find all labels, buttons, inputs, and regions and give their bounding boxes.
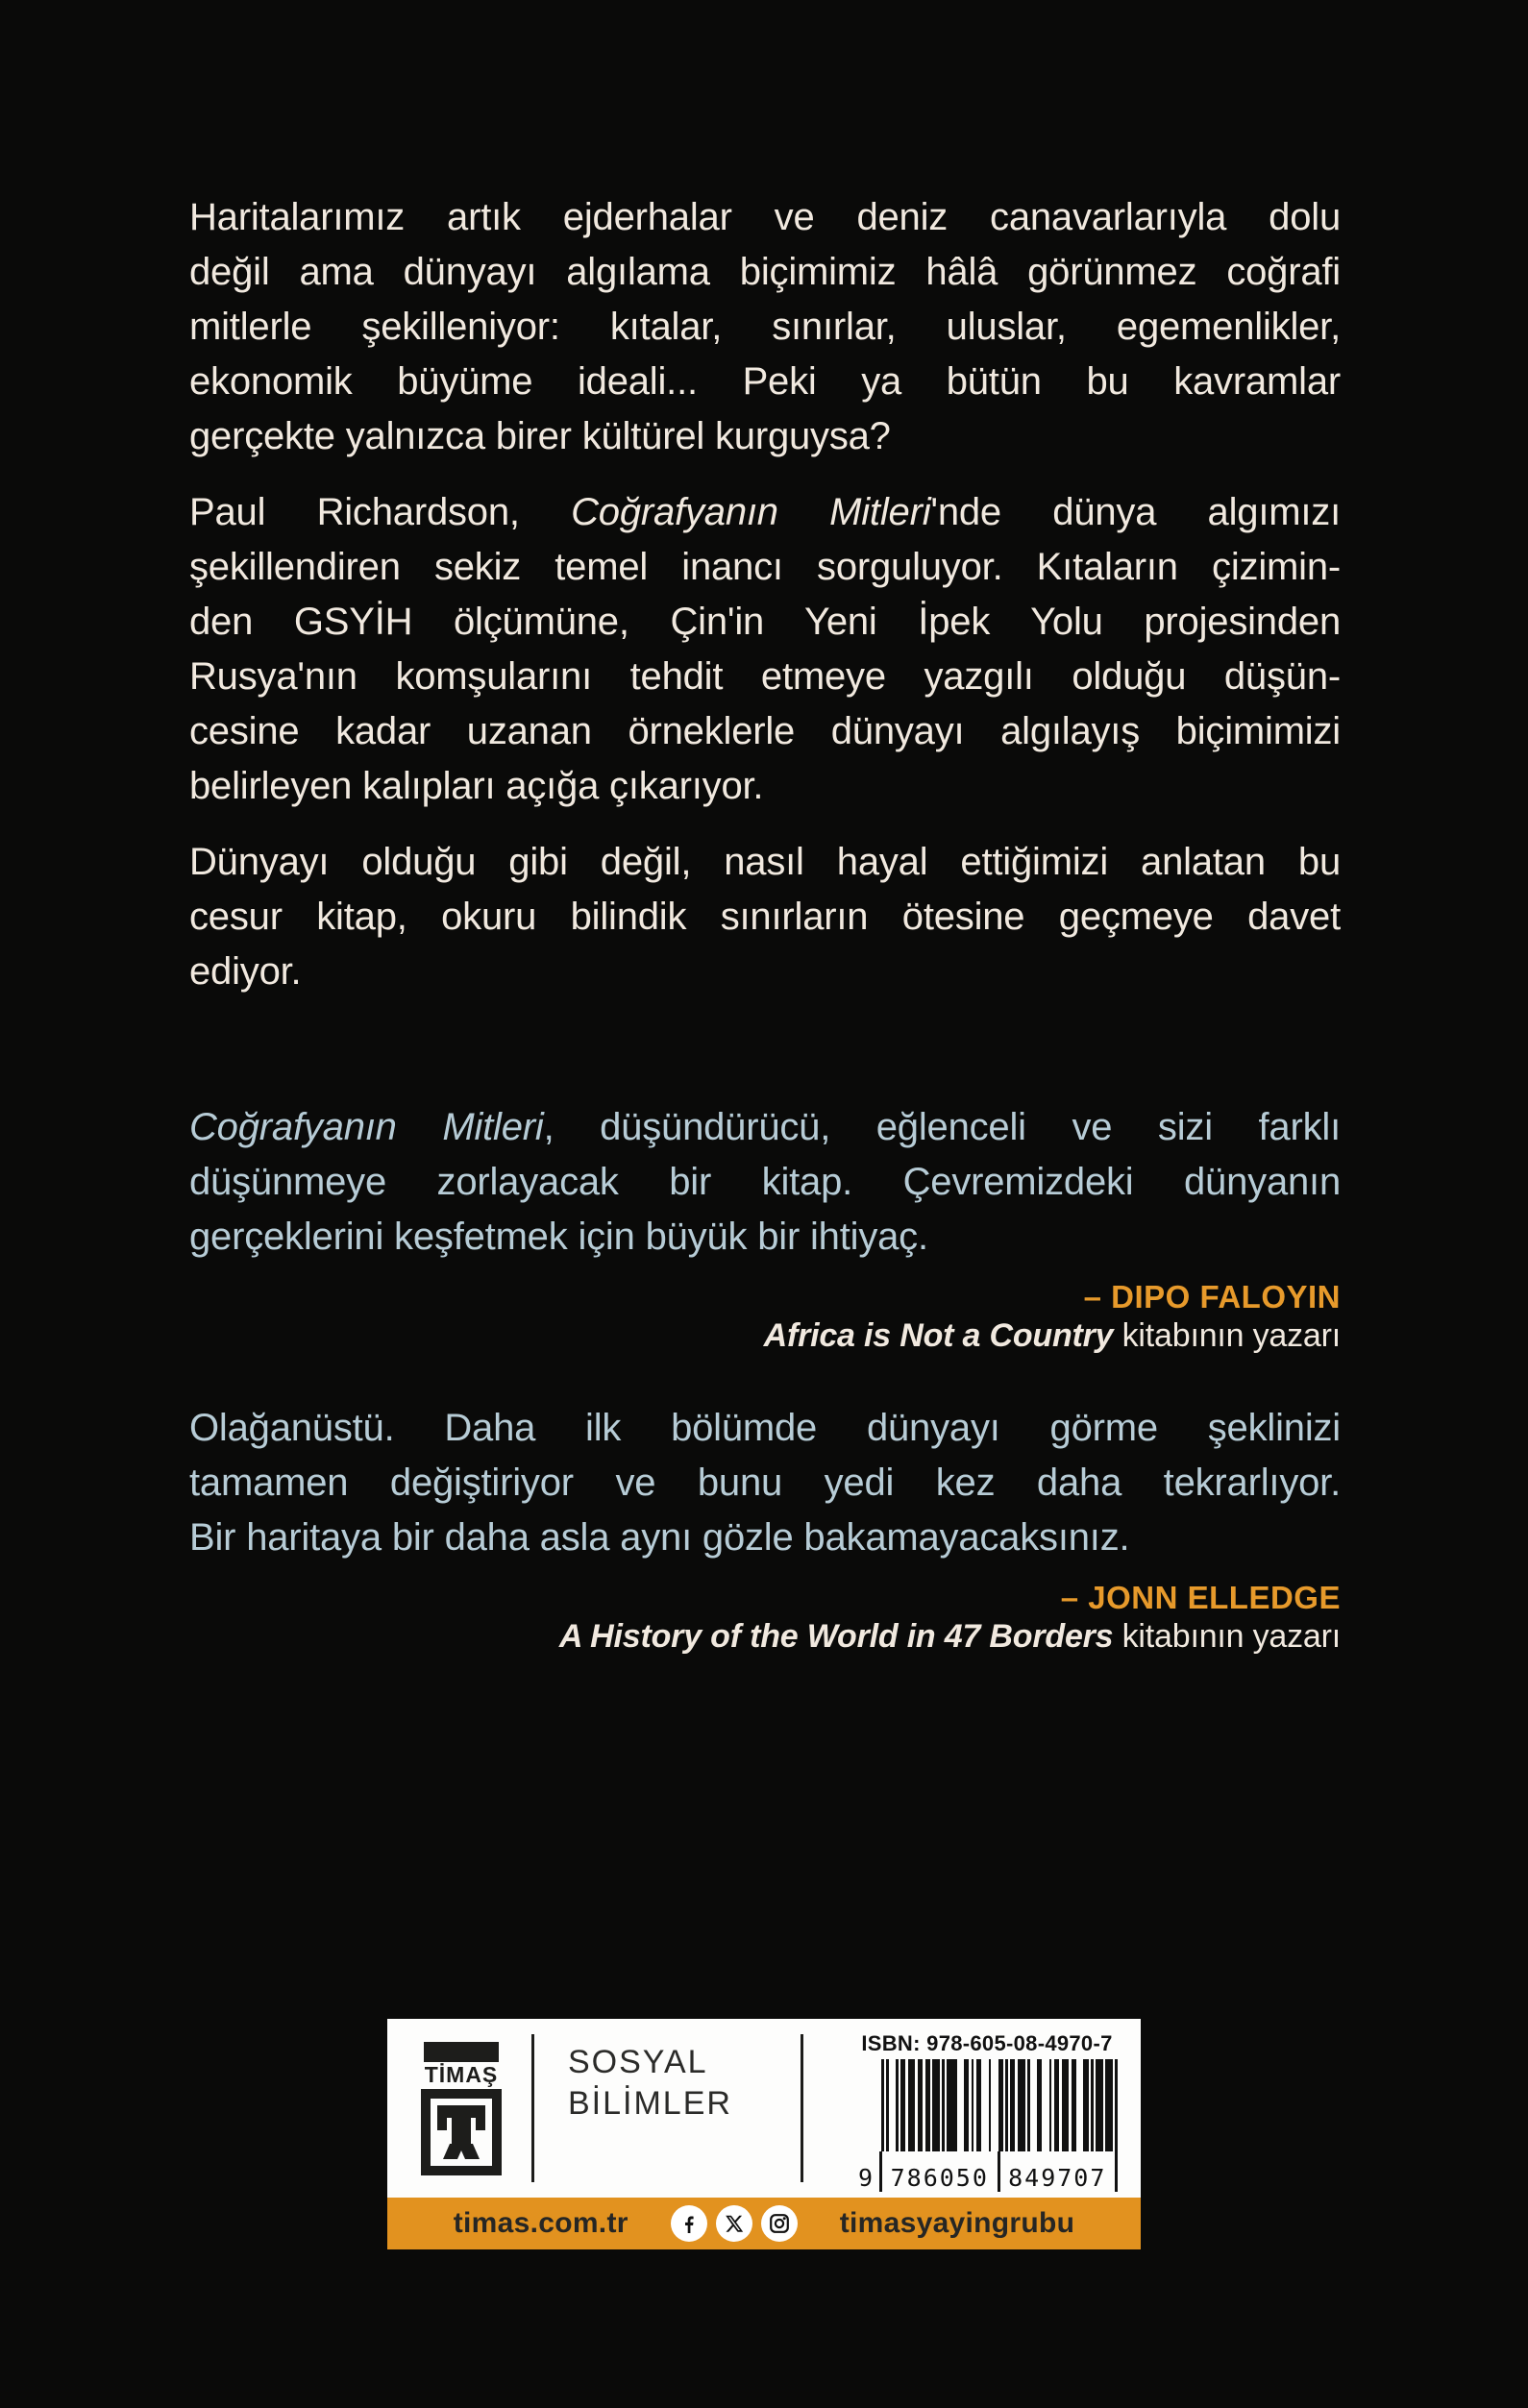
endorsement-quote-2 — [189, 1401, 1341, 1656]
publisher-website: timas.com.tr — [453, 2207, 628, 2239]
publisher-social-handle: timasyayingrubu — [839, 2207, 1075, 2239]
category-line: SOSYAL — [568, 2044, 708, 2080]
publisher-box — [387, 2019, 1141, 2198]
category-line: BİLİMLER — [568, 2085, 732, 2122]
category-label — [568, 2042, 732, 2125]
barcode-guard — [1115, 2151, 1118, 2192]
blurb-paragraph-3: Dünyayı olduğu gibi değil, nasıl hayal ettiğimizi anlatan bu cesur kitap, okuru bilindik sınırların ötesine geçmeye davet ediyor. — [189, 841, 1341, 993]
logo-wordmark: TİMAŞ — [424, 2062, 499, 2087]
logo-top-bar — [424, 2042, 499, 2062]
social-icons — [671, 2205, 798, 2242]
barcode — [881, 2059, 1118, 2151]
barcode-digit-group: 786050 — [890, 2164, 989, 2192]
quote-text: Olağanüstü. Daha ilk bölümde dünyayı görme şeklinizi tamamen değiştiriyor ve bunu yedi kez daha tekrarlıyor. Bir haritaya bir daha asla aynı gözle bakamayacaksınız. — [189, 1407, 1341, 1559]
x-twitter-icon — [716, 2205, 752, 2242]
divider — [801, 2034, 803, 2182]
quote-text: Coğrafyanın Mitleri, düşündürücü, eğlenceli ve sizi farklı düşünmeye zorlayacak bir kitap. Çevremizdeki dünyanın gerçeklerini keşfetmek için büyük bir ihtiyaç. — [189, 1106, 1341, 1258]
divider — [531, 2034, 534, 2182]
instagram-icon — [761, 2205, 798, 2242]
barcode-digit-group: 849707 — [1008, 2164, 1107, 2192]
quote-author: – DIPO FALOYIN — [1083, 1279, 1341, 1315]
timas-logo — [421, 2042, 502, 2175]
barcode-digits — [858, 2151, 1118, 2192]
quote-author-book: A History of the World in 47 Borders kitabının yazarı — [558, 1618, 1341, 1655]
isbn-block — [856, 2031, 1118, 2192]
endorsement-quote-1 — [189, 1100, 1341, 1355]
back-cover-blurb — [189, 190, 1341, 1656]
barcode-digit-group: 9 — [858, 2164, 874, 2192]
facebook-icon — [671, 2205, 707, 2242]
publisher-links-bar — [387, 2198, 1141, 2249]
quote-author-book: Africa is Not a Country kitabının yazarı — [763, 1317, 1341, 1354]
isbn-label: ISBN: 978-605-08-4970-7 — [861, 2031, 1113, 2055]
quote-author: – JONN ELLEDGE — [1060, 1580, 1341, 1615]
timas-seal-icon — [421, 2089, 502, 2175]
blurb-paragraph-2: Paul Richardson, Coğrafyanın Mitleri'nde dünya algımızı şekillendiren sekiz temel inancı sorguluyor. Kıtaların çizimin- den GSYİH ölçümüne, Çin'in Yeni İpek Yolu projesinden Rusya'nın komşularını tehdit etmeye yazgılı olduğu düşün- cesine kadar uzanan örneklerle dünyayı algılayış biçimimizi belirleyen kalıpları açığa çıkarıyor. — [189, 491, 1341, 807]
blurb-paragraph-1: Haritalarımız artık ejderhalar ve deniz canavarlarıyla dolu değil ama dünyayı algılama biçimimiz hâlâ görünmez coğrafi mitlerle şekilleniyor: kıtalar, sınırlar, uluslar, egemenlikler, ekonomik büyüme ideali... Peki ya bütün bu kavramlar gerçekte yalnızca birer kültürel kurguysa? — [189, 196, 1341, 457]
